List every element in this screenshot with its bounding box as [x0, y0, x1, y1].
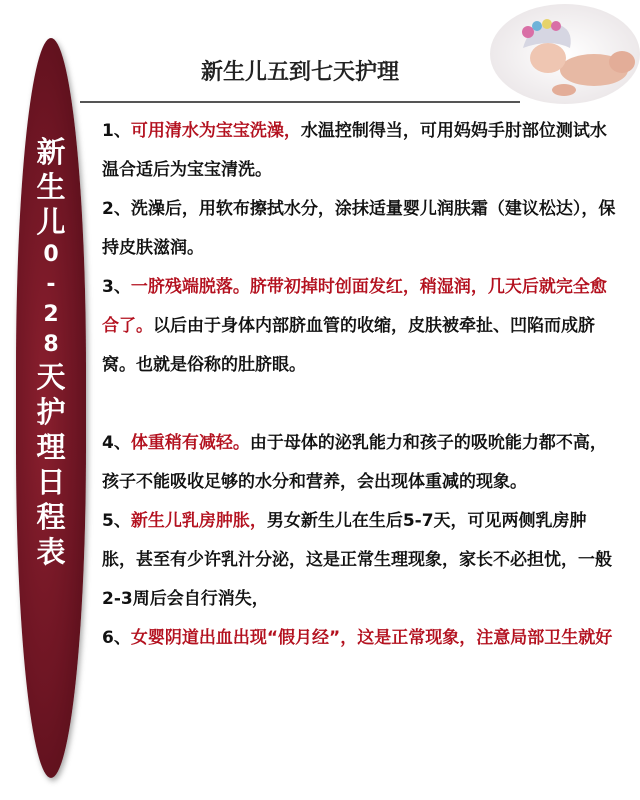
sidebar-char: 程: [36, 500, 66, 534]
item-text: 洗澡后，用软布擦拭水分，涂抹适量婴儿润肤霜（建议松达），保持皮肤滋润。: [102, 199, 616, 258]
title-divider: [80, 101, 520, 103]
item-number: 6、: [102, 628, 131, 648]
item-number: 1、: [102, 121, 131, 141]
sidebar-char: 儿: [36, 205, 66, 239]
item-text: 以后由于身体内部脐血管的收缩，皮肤被牵扯、凹陷而成脐窝。也就是俗称的肚脐眼。: [102, 316, 595, 375]
item-highlight: 新生儿乳房肿胀，: [130, 511, 267, 531]
baby-photo: [490, 4, 640, 104]
sidebar-char: 理: [36, 430, 66, 464]
item-highlight: 一脐残端脱落。脐带初掉时创面发红，稍湿润，几天后就完全愈合了。: [102, 277, 607, 336]
sidebar-title: [16, 135, 86, 570]
list-item: [102, 112, 618, 190]
item-highlight: 女婴阴道出血出现“假月经”，这是正常现象，注意局部卫生就好: [130, 628, 613, 648]
item-number: 4、: [102, 433, 131, 453]
list-item: [102, 619, 618, 658]
sidebar-char: 天: [36, 360, 66, 394]
list-item: [102, 190, 618, 268]
item-number: 3、: [102, 277, 131, 297]
sidebar-char: 生: [36, 170, 66, 204]
sidebar-char: 2: [43, 302, 59, 327]
item-text: 男女新生儿在生后5-7天，可见两侧乳房肿胀，甚至有少许乳汁分泌，这是正常生理现象，家长不必担忧，一般2-3周后会自行消失，: [102, 511, 612, 609]
sidebar-char: 8: [43, 332, 59, 357]
sidebar-char: 表: [36, 535, 66, 569]
item-highlight: 体重稍有减轻。: [130, 433, 250, 453]
list-item: [102, 502, 618, 619]
sidebar-char: 0: [43, 242, 59, 267]
item-highlight: 可用清水为宝宝洗澡，: [130, 121, 301, 141]
page-title: 新生儿五到七天护理: [200, 60, 399, 85]
list-item: [102, 268, 618, 385]
item-number: 2、: [102, 199, 131, 219]
list-item: [102, 424, 618, 502]
item-number: 5、: [102, 511, 131, 531]
item-text: 由于母体的泌乳能力和孩子的吸吮能力都不高，孩子不能吸收足够的水分和营养，会出现体重减的现象。: [102, 433, 607, 492]
sidebar-char: 新: [36, 135, 66, 169]
care-list: [102, 112, 618, 658]
item-text: 水温控制得当，可用妈妈手肘部位测试水温合适后为宝宝清洗。: [102, 121, 607, 180]
sidebar-char: 护: [36, 395, 66, 429]
sidebar-char: -: [46, 272, 56, 297]
sidebar-char: 日: [36, 465, 66, 499]
